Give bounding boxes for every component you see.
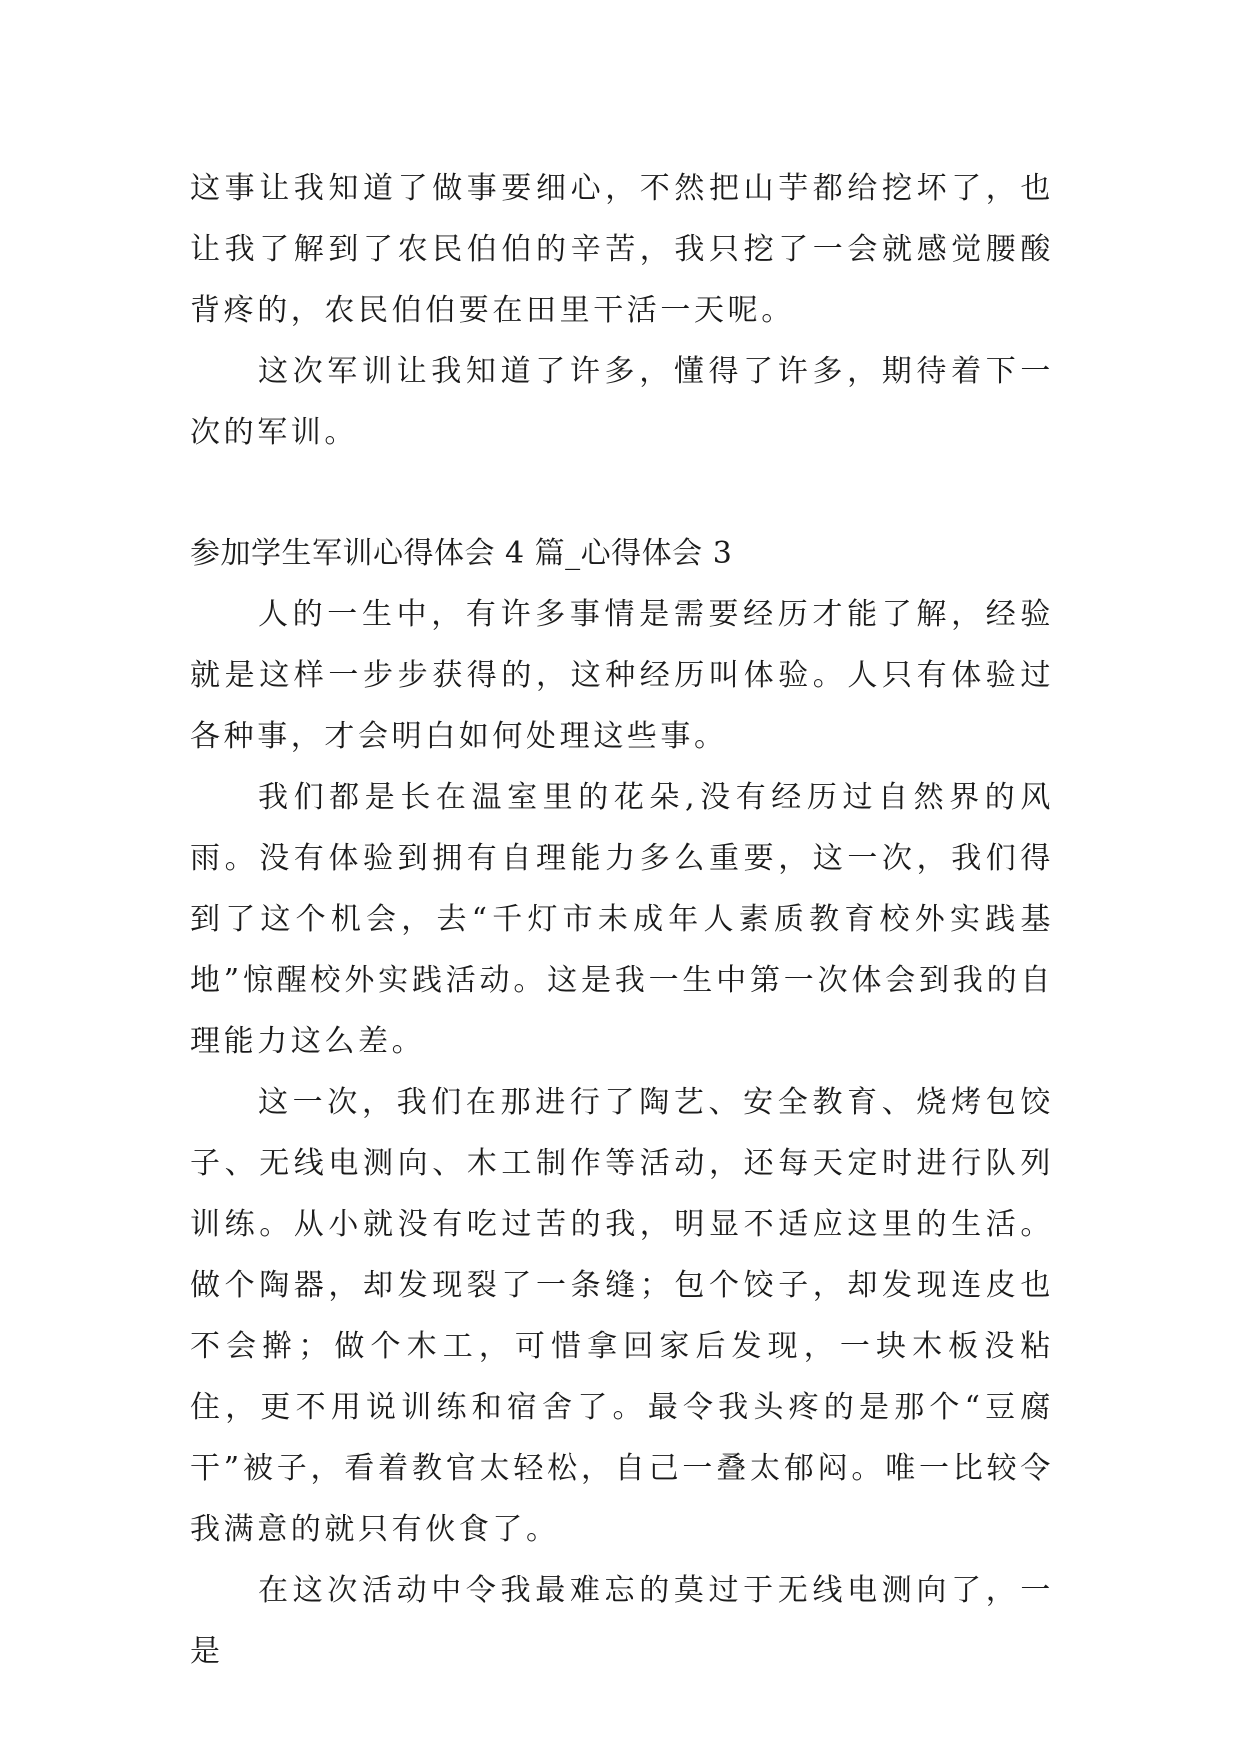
section-gap bbox=[190, 463, 1054, 523]
paragraph: 人的一生中，有许多事情是需要经历才能了解，经验就是这样一步步获得的，这种经历叫体验。人只有体验过各种事，才会明白如何处理这些事。 bbox=[190, 597, 1054, 754]
document-body bbox=[190, 158, 1054, 1682]
paragraph-continuation: 这事让我知道了做事要细心，不然把山芋都给挖坏了，也让我了解到了农民伯伯的辛苦，我只挖了一会就感觉腰酸背疼的，农民伯伯要在田里干活一天呢。 bbox=[190, 171, 1054, 328]
paragraph-closing: 这次军训让我知道了许多，懂得了许多，期待着下一次的军训。 bbox=[190, 354, 1054, 450]
paragraph: 这一次，我们在那进行了陶艺、安全教育、烧烤包饺子、无线电测向、木工制作等活动，还每天定时进行队列训练。从小就没有吃过苦的我，明显不适应这里的生活。做个陶器，却发现裂了一条缝；包个饺子，却发现连皮也不会擀；做个木工，可惜拿回家后发现，一块木板没粘住，更不用说训练和宿舍了。最令我头疼的是那个“豆腐干”被子，看着教官太轻松，自己一叠太郁闷。唯一比较令我满意的就只有伙食了。 bbox=[190, 1085, 1054, 1547]
paragraph: 在这次活动中令我最难忘的莫过于无线电测向了，一是 bbox=[190, 1573, 1054, 1669]
paragraph: 我们都是长在温室里的花朵,没有经历过自然界的风雨。没有体验到拥有自理能力多么重要，这一次，我们得到了这个机会，去“千灯市未成年人素质教育校外实践基地”惊醒校外实践活动。这是我一生中第一次体会到我的自理能力这么差。 bbox=[190, 780, 1054, 1059]
section-title: 参加学生军训心得体会 4 篇_心得体会 3 bbox=[190, 536, 733, 571]
